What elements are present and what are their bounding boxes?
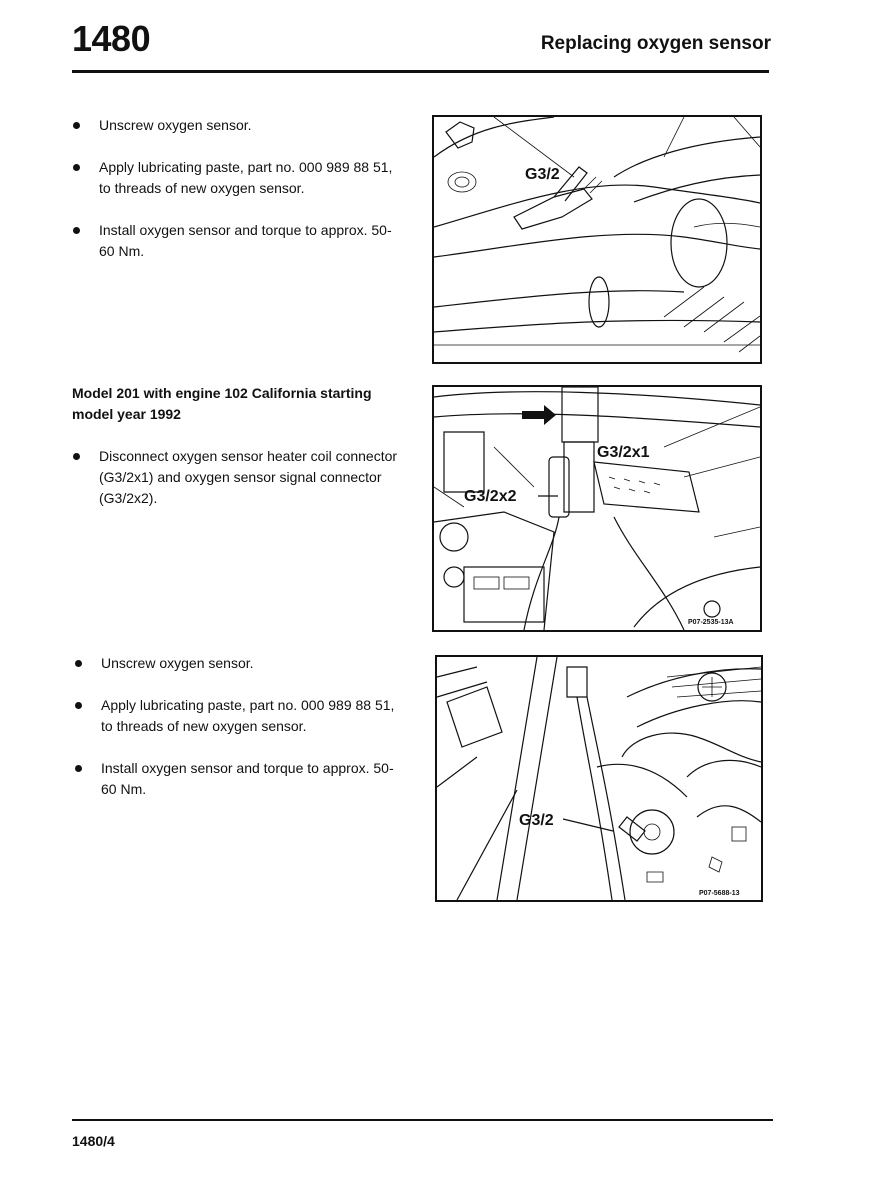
figure-1-callout: G3/2: [525, 166, 560, 183]
bullet-item: Apply lubricating paste, part no. 000 989 88 51, to threads of new oxygen sensor.: [74, 695, 404, 737]
header-rule: [72, 70, 769, 73]
section1-bullets: [72, 115, 402, 262]
figure-3-callout: G3/2: [519, 812, 554, 829]
bullet-item: Disconnect oxygen sensor heater coil connector (G3/2x1) and oxygen sensor signal connector (G3/2x2).: [72, 446, 412, 509]
section3-text: [74, 653, 404, 821]
figure-1-illustration: [434, 117, 760, 362]
section2-bullets: [72, 446, 412, 509]
figure-sensor-connectors: [432, 385, 762, 632]
bullet-item: Unscrew oxygen sensor.: [72, 115, 402, 136]
bullet-item: Unscrew oxygen sensor.: [74, 653, 404, 674]
section2-text: [72, 383, 412, 530]
bullet-item: Apply lubricating paste, part no. 000 989 88 51, to threads of new oxygen sensor.: [72, 157, 402, 199]
section1-text: [72, 115, 402, 283]
section3-bullets: [74, 653, 404, 800]
figure-3-illustration: [437, 657, 761, 900]
page-number: 1480: [72, 18, 151, 59]
footer-page-code: 1480/4: [72, 1133, 115, 1149]
page-title: Replacing oxygen sensor: [540, 33, 771, 54]
figure-oxygen-sensor-location: [432, 115, 762, 364]
figure-2-illustration: [434, 387, 760, 630]
figure-3-code: P07-5688-13: [699, 890, 740, 897]
section-heading: Model 201 with engine 102 California starting model year 1992: [72, 385, 372, 422]
figure-2-callout-b: G3/2x2: [464, 488, 517, 505]
figure-sensor-removal: [435, 655, 763, 902]
bullet-item: Install oxygen sensor and torque to approx. 50-60 Nm.: [72, 220, 402, 262]
footer-rule: [72, 1119, 773, 1121]
bullet-item: Install oxygen sensor and torque to approx. 50-60 Nm.: [74, 758, 404, 800]
figure-2-code: P07-2535-13A: [688, 619, 734, 626]
figure-2-callout-a: G3/2x1: [597, 444, 650, 461]
